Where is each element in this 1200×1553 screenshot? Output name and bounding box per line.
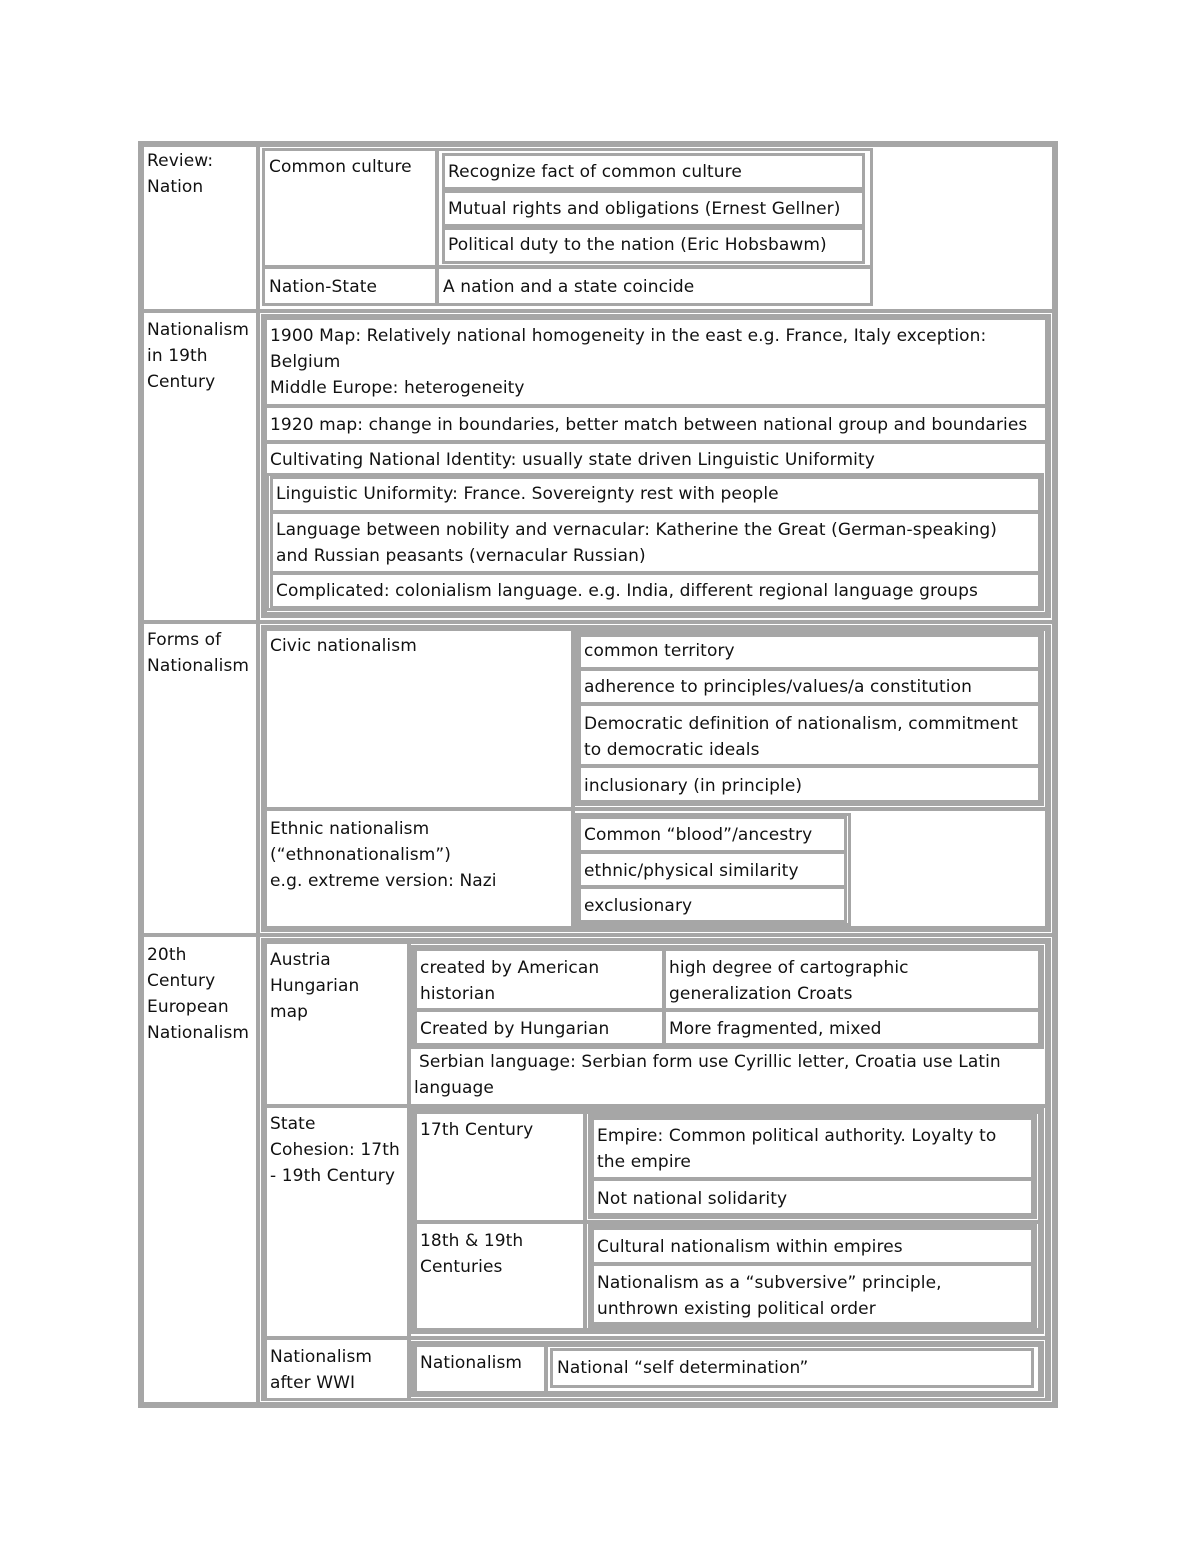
map-1900-text: 1900 Map: Relatively national homogeneity in the east e.g. France, Italy exception: Belgium Middle Europe: heterogeneity — [270, 326, 987, 398]
after-wwi-nationalism-label: Nationalism — [420, 1353, 523, 1373]
ethnic-item-text: ethnic/physical similarity — [584, 861, 799, 881]
map-row-text: high degree of cartographic generalization Croats — [669, 958, 909, 1004]
linguistic-item-text: Linguistic Uniformity: France. Sovereignty rest with people — [276, 484, 779, 504]
common-culture-item-text: Recognize fact of common culture — [448, 162, 742, 182]
c17-label: 17th Century — [420, 1120, 534, 1140]
c1819-label: 18th & 19th Centuries — [420, 1231, 524, 1277]
cultivating-text: Cultivating National Identity: usually state driven Linguistic Uniformity — [270, 450, 875, 470]
row-forms-label: Forms of Nationalism — [147, 630, 250, 676]
linguistic-item-text: Language between nobility and vernacular: Katherine the Great (German-speaking) and Russian peasants (vernacular Russian) — [276, 520, 997, 566]
map-row-text: More fragmented, mixed — [669, 1019, 882, 1039]
c1819-item-text: Nationalism as a “subversive” principle, unthrown existing political order — [597, 1273, 942, 1319]
civic-item-text: inclusionary (in principle) — [584, 776, 803, 796]
state-cohesion-label: State Cohesion: 17th - 19th Century — [270, 1114, 400, 1186]
common-culture-label: Common culture — [269, 157, 412, 177]
civic-item-text: adherence to principles/values/a constitution — [584, 677, 972, 697]
map-row-text: created by American historian — [420, 958, 600, 1004]
austria-hungarian-map-label: Austria Hungarian map — [270, 950, 360, 1022]
civic-item-text: Democratic definition of nationalism, commitment to democratic ideals — [584, 714, 1018, 760]
row-review-label: Review: Nation — [147, 151, 214, 197]
nation-state-definition: A nation and a state coincide — [443, 277, 695, 297]
row-20th-label: 20th Century European Nationalism — [147, 945, 250, 1043]
map-row-text: Created by Hungarian — [420, 1019, 610, 1039]
common-culture-item-text: Political duty to the nation (Eric Hobsbawm) — [448, 235, 827, 255]
ethnic-item-text: exclusionary — [584, 896, 693, 916]
row-19th-label: Nationalism in 19th Century — [147, 320, 250, 392]
c1819-item-text: Cultural nationalism within empires — [597, 1237, 903, 1257]
linguistic-item-text: Complicated: colonialism language. e.g. India, different regional language groups — [276, 581, 978, 601]
common-culture-item-text: Mutual rights and obligations (Ernest Gellner) — [448, 199, 841, 219]
ethnic-item-text: Common “blood”/ancestry — [584, 825, 813, 845]
civic-nationalism-label: Civic nationalism — [270, 636, 417, 656]
ethnic-nationalism-label: Ethnic nationalism (“ethnonationalism”) e.g. extreme version: Nazi — [270, 819, 497, 891]
c17-item-text: Not national solidarity — [597, 1189, 788, 1209]
map-1920-text: 1920 map: change in boundaries, better match between national group and boundaries — [270, 415, 1028, 435]
c17-item-text: Empire: Common political authority. Loyalty to the empire — [597, 1126, 997, 1172]
serbian-language-text: Serbian language: Serbian form use Cyrillic letter, Croatia use Latin language — [414, 1052, 1001, 1098]
after-wwi-label: Nationalism after WWI — [270, 1347, 373, 1393]
self-determination-text: National “self determination” — [557, 1358, 809, 1378]
civic-item-text: common territory — [584, 641, 735, 661]
nation-state-label: Nation-State — [269, 277, 378, 297]
